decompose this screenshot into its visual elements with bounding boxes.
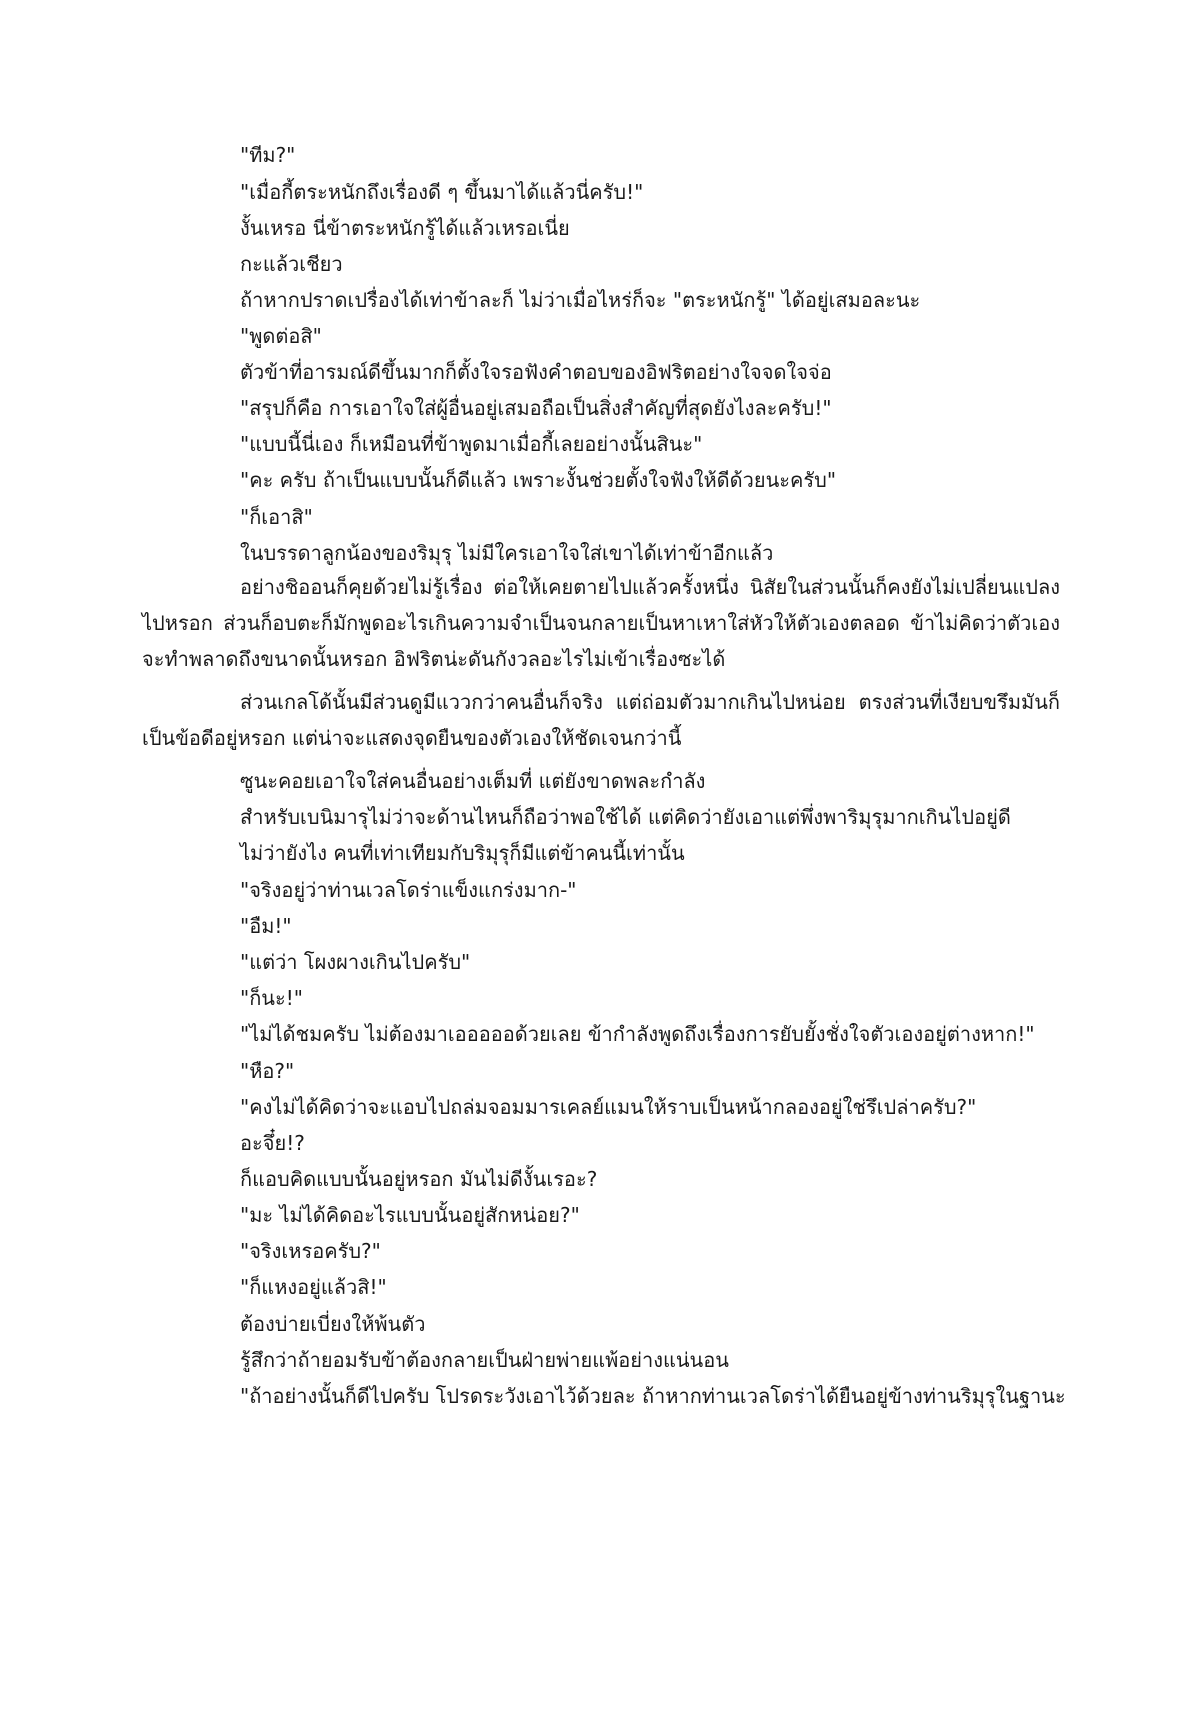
text-line: "คะ ครับ ถ้าเป็นแบบนั้นก็ดีแล้ว เพราะงั้นช่วยตั้งใจฟังให้ดีด้วยนะครับ" [240, 468, 837, 492]
text-line: ตัวข้าที่อารมณ์ดีขึ้นมากก็ตั้งใจรอฟังคำตอบของอิฟริตอย่างใจจดใจจ่อ [240, 360, 832, 384]
text-line: ก็แอบคิดแบบนั้นอยู่หรอก มันไม่ดีงั้นเรอะ? [240, 1167, 598, 1191]
paragraph: อย่างชิออนก็คุยด้วยไม่รู้เรื่อง ต่อให้เคยตายไปแล้วครั้งหนึ่ง นิสัยในส่วนนั้นก็คงยังไม่เปลี่ยนแปลงไปหรอก ส่วนก็อบตะก็มักพูดอะไรเกินความจำเป็นจนกลายเป็นหาเหาใส่หัวให้ตัวเองตลอด ข้าไม่คิดว่าตัวเองจะทำพลาดถึงขนาดนั้นหรอก อิฟริตน่ะดันกังวลอะไรไม่เข้าเรื่องซะได้ [142, 575, 1060, 672]
text-line: "แต่ว่า โผงผางเกินไปครับ" [240, 950, 471, 974]
text-line: "สรุปก็คือ การเอาใจใส่ผู้อื่นอยู่เสมอถือเป็นสิ่งสำคัญที่สุดยังไงละครับ!" [240, 396, 832, 420]
paragraph: ส่วนเกลโด้นั้นมีส่วนดูมีแววกว่าคนอื่นก็จริง แต่ถ่อมตัวมากเกินไปหน่อย ตรงส่วนที่เงียบขรึมมันก็เป็นข้อดีอยู่หรอก แต่น่าจะแสดงจุดยืนของตัวเองให้ชัดเจนกว่านี้ [142, 690, 1060, 751]
text-line: ไม่ว่ายังไง คนที่เท่าเทียมกับริมุรุก็มีแต่ข้าคนนี้เท่านั้น [240, 841, 685, 865]
text-line: อะจึ๋ย!? [240, 1131, 305, 1155]
text-line: ถ้าหากปราดเปรื่องได้เท่าข้าละก็ ไม่ว่าเมื่อไหร่ก็จะ "ตระหนักรู้" ได้อยู่เสมอละนะ [240, 288, 921, 312]
text-line: กะแล้วเชียว [240, 252, 343, 276]
text-line: "มะ ไม่ได้คิดอะไรแบบนั้นอยู่สักหน่อย?" [240, 1203, 580, 1227]
text-line: "เมื่อกี้ตระหนักถึงเรื่องดี ๆ ขึ้นมาได้แล้วนี่ครับ!" [240, 180, 644, 204]
text-line: "พูดต่อสิ" [240, 324, 322, 348]
text-line: งั้นเหรอ นี่ข้าตระหนักรู้ได้แล้วเหรอเนี่ย [240, 216, 570, 240]
text-line: ในบรรดาลูกน้องของริมุรุ ไม่มีใครเอาใจใส่เขาได้เท่าข้าอีกแล้ว [240, 541, 774, 565]
text-line: "อืม!" [240, 914, 292, 938]
text-line: "จริงเหรอครับ?" [240, 1239, 381, 1263]
text-line: "ก็เอาสิ" [240, 505, 313, 529]
text-line: "ไม่ได้ชมครับ ไม่ต้องมาเอออออด้วยเลย ข้ากำลังพูดถึงเรื่องการยับยั้งชั่งใจตัวเองอยู่ต่างหาก!" [240, 1022, 1035, 1046]
text-line: สำหรับเบนิมารุไม่ว่าจะด้านไหนก็ถือว่าพอใช้ได้ แต่คิดว่ายังเอาแต่พึ่งพาริมุรุมากเกินไปอยู่ดี [240, 805, 1011, 829]
text-line: "ก็นะ!" [240, 986, 303, 1010]
text-line: ซูนะคอยเอาใจใส่คนอื่นอย่างเต็มที่ แต่ยังขาดพละกำลัง [240, 769, 706, 793]
text-line: "ก็แหงอยู่แล้วสิ!" [240, 1275, 387, 1299]
text-line: ต้องบ่ายเบี่ยงให้พ้นตัว [240, 1312, 426, 1336]
text-line: "ถ้าอย่างนั้นก็ดีไปครับ โปรดระวังเอาไว้ด้วยละ ถ้าหากท่านเวลโดร่าได้ยืนอยู่ข้างท่านริมุรุในฐานะ [240, 1384, 1066, 1408]
text-line: "แบบนี้นี่เอง ก็เหมือนที่ข้าพูดมาเมื่อกี้เลยอย่างนั้นสินะ" [240, 432, 703, 456]
text-line: "คงไม่ได้คิดว่าจะแอบไปถล่มจอมมารเคลย์แมนให้ราบเป็นหน้ากลองอยู่ใช่รึเปล่าครับ?" [240, 1095, 977, 1119]
text-line: "จริงอยู่ว่าท่านเวลโดร่าแข็งแกร่งมาก-" [240, 878, 577, 902]
text-line: "หือ?" [240, 1059, 295, 1083]
text-line: รู้สึกว่าถ้ายอมรับข้าต้องกลายเป็นฝ่ายพ่ายแพ้อย่างแน่นอน [240, 1348, 729, 1372]
text-line: "ทีม?" [240, 143, 296, 167]
